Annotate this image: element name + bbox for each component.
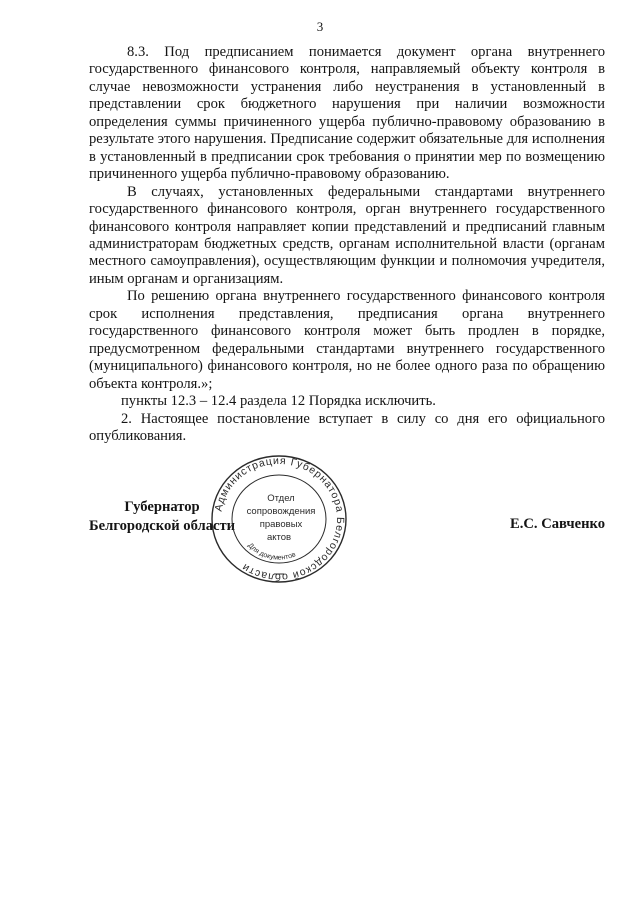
- paragraph-extension: По решению органа внутреннего государственного финансового контроля срок исполнения представления, предписания органа внутреннего государственного финансового контроля может быть продлен в порядке, предусмотренном федеральными стандартами внутреннего государственного (муниципального) финансового контроля, но не более одного раза по обращению объекта контроля.»;: [89, 288, 605, 392]
- stamp-center-line2: сопровождения: [246, 506, 316, 517]
- signature-title-line1: Губернатор: [124, 499, 200, 515]
- paragraph-exclude-items: пункты 12.3 – 12.4 раздела 12 Порядка исключить.: [121, 393, 436, 410]
- paragraph-8-3: 8.3. Под предписанием понимается документ органа внутреннего государственного финансового контроля, направляемый объекту контроля в случае невозможности устранения либо неустранения в установленный в представлении срок бюджетного нарушения при наличии возможности определения суммы причиненного ущерба публично-правовому образованию в результате этого нарушения. Предписание содержит обязательные для исполнения в установленный в предписании срок требования о принятии мер по возмещению причиненного ущерба публично-правовому образованию.: [89, 44, 605, 183]
- document-body: [89, 44, 605, 445]
- stamp-ring-text: Администрация Губернатора Белгородской области: [212, 454, 347, 584]
- paragraph-effective-date: 2. Настоящее постановление вступает в силу со дня его официального опубликования.: [89, 410, 605, 444]
- official-stamp: [209, 453, 349, 585]
- stamp-center-line1: Отдел: [267, 493, 295, 504]
- page-number: 3: [316, 19, 324, 34]
- signature-title-line2: Белгородской области: [89, 518, 236, 534]
- svg-text:Для документов: [246, 542, 297, 562]
- paragraph-copies: В случаях, установленных федеральными стандартами внутреннего государственного финансового контроля, орган внутреннего государственного финансового контроля направляет копии представлений и предписаний главным администраторам бюджетных средств, органам исполнительной власти (органам местного самоуправления), осуществляющим функции и полномочия учредителя, иным органам и организациям.: [89, 183, 605, 287]
- stamp-center-line4: актов: [266, 532, 292, 543]
- stamp-center-line3: правовых: [259, 519, 303, 530]
- stamp-bottom-text: Для документов: [246, 541, 297, 562]
- signature-name: Е.С. Савченко: [509, 516, 605, 532]
